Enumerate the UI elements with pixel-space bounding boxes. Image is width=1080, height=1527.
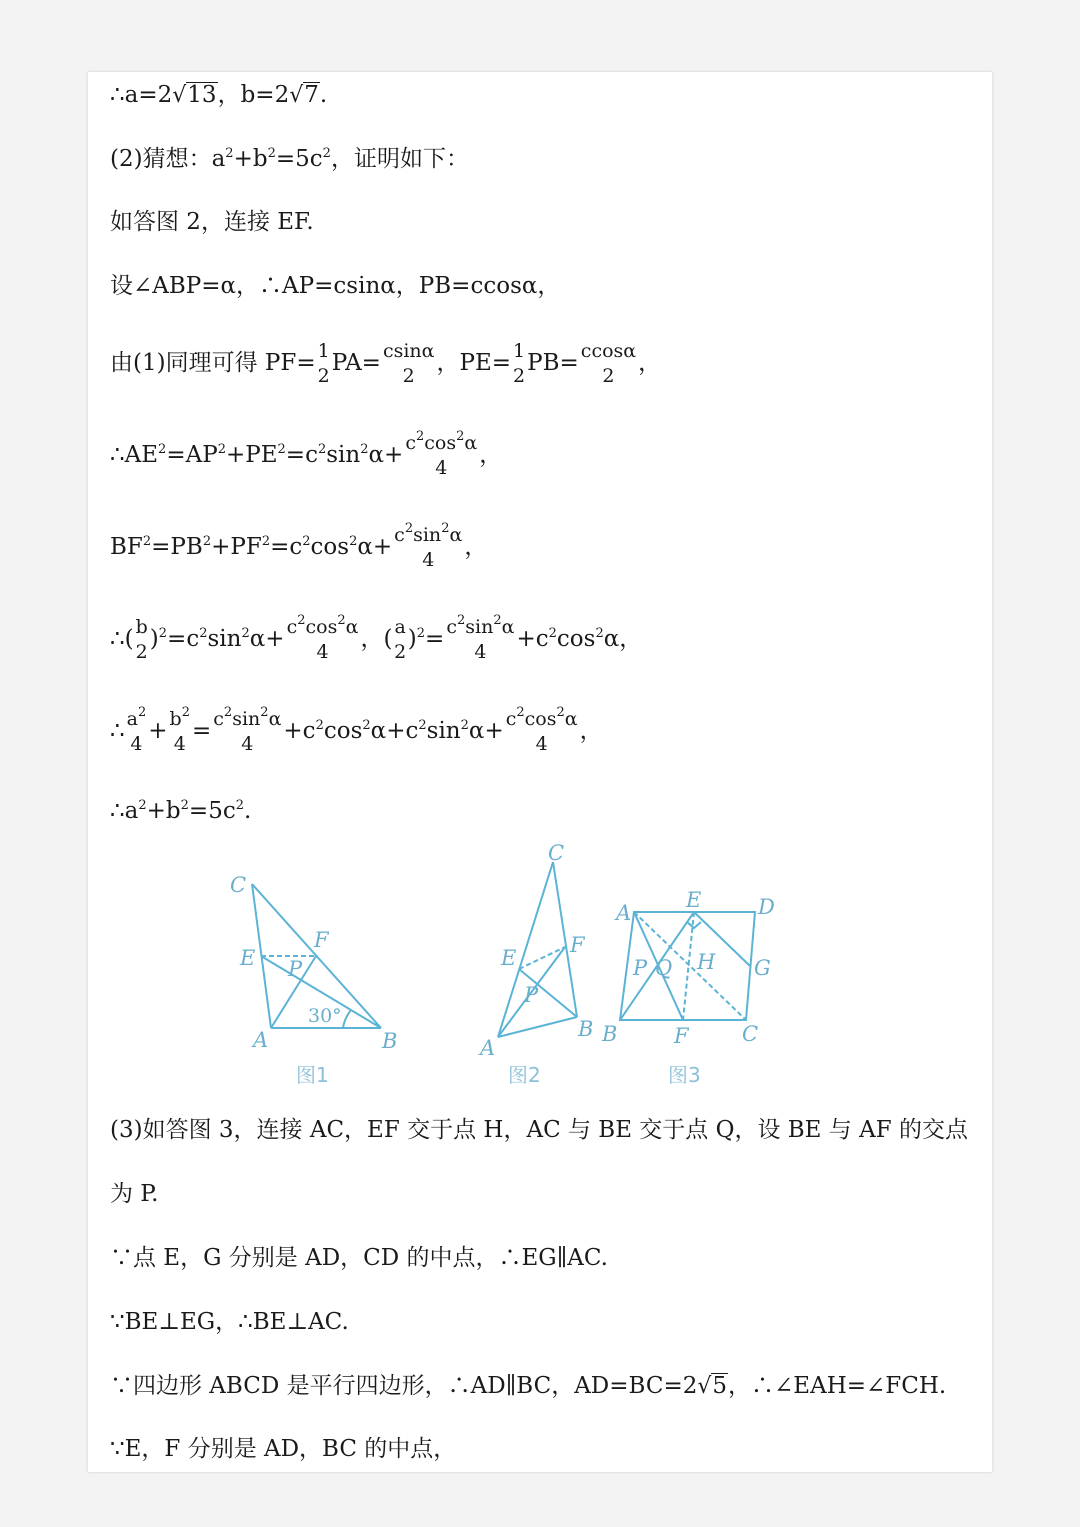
text: ，: [464, 534, 488, 560]
caption-fig2: 图2: [508, 1063, 541, 1087]
text: =5c: [188, 798, 236, 824]
text: α: [268, 708, 282, 730]
exponent: 2: [556, 705, 565, 720]
eq-line-1: [110, 80, 327, 111]
exponent: 2: [158, 626, 168, 641]
text: +c: [516, 626, 549, 652]
radicand: 13: [187, 82, 217, 108]
fraction: [393, 521, 463, 571]
text: c: [213, 708, 224, 730]
text: α+: [468, 718, 504, 744]
exponent: 2: [337, 613, 346, 628]
exponent: 2: [317, 442, 327, 457]
fraction: [445, 613, 515, 663]
caption-fig1: 图1: [296, 1063, 329, 1087]
label-E: E: [240, 946, 256, 970]
text: =5c: [275, 146, 323, 172]
right-angle-mark: [687, 922, 701, 928]
label-C: C: [742, 1022, 759, 1046]
text: +b: [233, 146, 268, 172]
text: =: [425, 626, 445, 652]
denominator: 4: [535, 733, 548, 755]
eq-line-15: [110, 1371, 946, 1402]
label-A: A: [616, 901, 632, 925]
text: =c: [285, 442, 318, 468]
fraction: [580, 342, 637, 386]
denominator: 2: [317, 365, 330, 387]
text: cos: [556, 626, 596, 652]
text: sin: [326, 442, 361, 468]
fraction: [212, 705, 282, 755]
text: =: [191, 718, 212, 744]
exponent: 2: [277, 442, 286, 457]
text: PB=: [527, 350, 579, 376]
numerator: [126, 705, 148, 732]
text: c: [405, 432, 416, 454]
denominator: 2: [602, 365, 615, 387]
label-D: D: [758, 895, 775, 919]
denominator: 4: [130, 733, 143, 755]
text: c: [394, 524, 405, 546]
label-B: B: [578, 1017, 594, 1041]
denominator: 2: [135, 641, 148, 663]
exponent: 2: [322, 146, 331, 161]
label-C: C: [230, 873, 247, 897]
denominator: 2: [402, 365, 415, 387]
denominator: 2: [394, 641, 407, 663]
eq-line-7: [110, 521, 488, 571]
eq-line-8: [110, 613, 643, 663]
text-line-11: (3)如答图 3，连接 AC，EF 交于点 H，AC 与 BE 交于点 Q，设 BE 与 AF 的交点: [110, 1117, 968, 1143]
label-P: P: [524, 983, 539, 1007]
fraction: [404, 429, 478, 479]
sqrt-sign: √: [697, 1374, 712, 1399]
sqrt-sign: √: [289, 83, 304, 108]
exponent: 2: [595, 626, 604, 641]
text: α: [449, 524, 463, 546]
text-line-14: ∵BE⊥EG，∴BE⊥AC.: [110, 1309, 349, 1335]
text: ，: [479, 442, 503, 468]
text: ): [149, 626, 159, 652]
denominator: 4: [173, 733, 186, 755]
eq-line-5: [110, 342, 661, 386]
exponent: 2: [217, 442, 226, 457]
exponent: 2: [418, 718, 427, 733]
text: a: [126, 708, 138, 730]
text-line-4: 设∠ABP=α，∴AP=csinα，PB=ccosα，: [110, 273, 561, 299]
exponent: 2: [225, 146, 234, 161]
numerator: [286, 613, 360, 640]
exponent: 2: [548, 626, 557, 641]
exponent: 2: [404, 521, 414, 536]
text: cos: [424, 432, 457, 454]
text: sin: [207, 626, 242, 652]
text: α+: [368, 442, 404, 468]
exponent: 2: [456, 613, 466, 628]
text: α: [464, 432, 478, 454]
numerator: ccosα: [580, 340, 637, 362]
text: .: [244, 798, 252, 824]
exponent: 2: [202, 534, 212, 549]
text: +PF: [211, 534, 262, 560]
text: ∴: [110, 718, 125, 744]
text: ): [407, 626, 417, 652]
text: =c: [167, 626, 200, 652]
label-A: A: [480, 1036, 496, 1060]
numerator: [212, 705, 282, 732]
text: =AP: [166, 442, 218, 468]
numerator: a: [394, 616, 406, 638]
fraction: [512, 342, 526, 386]
text: α，: [603, 626, 643, 652]
fraction: [126, 705, 148, 755]
text: α+c: [370, 718, 419, 744]
label-F: F: [674, 1024, 689, 1048]
text-line-3: 如答图 2，连接 EF.: [110, 209, 314, 235]
exponent: 2: [199, 626, 208, 641]
label-E: E: [686, 888, 702, 912]
label-P: P: [633, 956, 648, 980]
text: sin: [232, 708, 261, 730]
text: +PE: [225, 442, 278, 468]
text: α: [564, 708, 578, 730]
text: c: [446, 616, 457, 638]
numerator: [505, 705, 579, 732]
text-line-12: 为 P.: [110, 1181, 159, 1207]
label-F: F: [570, 933, 585, 957]
segment-AC: [634, 912, 746, 1020]
exponent: 2: [456, 429, 465, 444]
label-B: B: [382, 1029, 398, 1053]
text-line-13: ∵点 E，G 分别是 AD，CD 的中点，∴EG∥AC.: [110, 1245, 608, 1271]
text: ，(: [360, 626, 393, 652]
exponent: 2: [137, 705, 147, 720]
text: ，证明如下：: [330, 146, 469, 172]
label-Q: Q: [655, 956, 673, 980]
numerator: [445, 613, 515, 640]
exponent: 2: [181, 705, 190, 720]
document-page: [88, 72, 992, 1472]
exponent: 2: [260, 705, 269, 720]
eq-line-2: [110, 144, 469, 174]
text: cos: [323, 718, 363, 744]
eq-line-10: [110, 796, 251, 826]
exponent: 2: [241, 626, 250, 641]
exponent: 2: [362, 718, 371, 733]
exponent: 2: [158, 442, 167, 457]
exponent: 2: [360, 442, 369, 457]
numerator: [393, 521, 463, 548]
exponent: 2: [297, 613, 306, 628]
radicand: 5: [712, 1373, 728, 1399]
exponent: 2: [138, 798, 147, 813]
text: ，: [579, 718, 603, 744]
label-G: G: [754, 956, 771, 980]
text: ，PE=: [436, 350, 512, 376]
numerator: b: [135, 616, 148, 638]
radicand: 7: [304, 82, 319, 108]
text: ，∴∠EAH=∠FCH.: [728, 1373, 947, 1399]
text: sin: [413, 524, 442, 546]
exponent: 2: [302, 534, 311, 549]
figure-captions: [296, 1063, 701, 1087]
exponent: 2: [142, 534, 152, 549]
fraction: [382, 342, 436, 386]
exponent: 2: [493, 613, 502, 628]
text: .: [319, 82, 328, 108]
text: (2)猜想：a: [110, 146, 226, 172]
text: α+: [357, 534, 393, 560]
text: ∵四边形 ABCD 是平行四边形，∴AD∥BC，AD=BC=2: [110, 1373, 698, 1399]
denominator: 2: [513, 365, 526, 387]
figures-panel: [218, 841, 838, 1102]
text: α+: [249, 626, 285, 652]
denominator: 4: [241, 733, 254, 755]
label-B: B: [602, 1022, 618, 1046]
label-C: C: [548, 841, 565, 865]
text: b: [169, 708, 182, 730]
label-A: A: [253, 1028, 269, 1052]
fraction: [317, 342, 331, 386]
text: ∴a: [110, 798, 139, 824]
text: +: [148, 718, 168, 744]
exponent: 2: [315, 718, 324, 733]
fraction: [505, 705, 579, 755]
text: PA=: [331, 350, 381, 376]
text-line-16: ∵E，F 分别是 AD，BC 的中点，: [110, 1436, 457, 1462]
angle-arc: [343, 1010, 351, 1028]
text: ，b=2: [217, 82, 290, 108]
text: cos: [524, 708, 557, 730]
exponent: 2: [267, 146, 276, 161]
exponent: 2: [416, 626, 426, 641]
exponent: 2: [441, 521, 450, 536]
text: sin: [465, 616, 494, 638]
denominator: 4: [474, 641, 487, 663]
text: α: [345, 616, 359, 638]
numerator: [404, 429, 478, 456]
label-P: P: [288, 957, 303, 981]
text: =c: [270, 534, 303, 560]
denominator: 4: [422, 549, 435, 571]
exponent: 2: [235, 798, 244, 813]
fraction: [286, 613, 360, 663]
text: +b: [146, 798, 181, 824]
text: 由(1)同理可得 PF=: [110, 350, 316, 376]
text: BF: [110, 534, 143, 560]
text: sin: [426, 718, 461, 744]
text: ，: [638, 350, 662, 376]
denominator: 4: [435, 457, 448, 479]
exponent: 2: [516, 705, 525, 720]
label-angle: 30°: [308, 1005, 342, 1027]
text: c: [286, 616, 298, 638]
text: cos: [310, 534, 350, 560]
segment-EF: [683, 912, 694, 1020]
text: ∴(: [110, 626, 134, 652]
label-F: F: [314, 928, 329, 952]
text: α: [501, 616, 515, 638]
numerator: csinα: [382, 340, 435, 362]
fraction: [135, 618, 149, 662]
exponent: 2: [349, 534, 358, 549]
denominator: 4: [316, 641, 329, 663]
text: ∴AE: [110, 442, 159, 468]
exponent: 2: [180, 798, 189, 813]
exponent: 2: [460, 718, 469, 733]
eq-line-9: [110, 705, 603, 755]
exponent: 2: [415, 429, 425, 444]
exponent: 2: [223, 705, 233, 720]
eq-line-6: [110, 429, 503, 479]
label-H: H: [697, 950, 716, 974]
sqrt-sign: √: [172, 83, 187, 108]
numerator: [169, 705, 191, 732]
text: c: [505, 708, 517, 730]
text: cos: [305, 616, 338, 638]
numerator: 1: [513, 340, 526, 362]
exponent: 2: [261, 534, 271, 549]
text: ∴a=2: [110, 82, 173, 108]
fraction: [169, 705, 191, 755]
fraction: [393, 618, 406, 662]
numerator: 1: [317, 340, 330, 362]
caption-fig3: 图3: [668, 1063, 701, 1087]
label-E: E: [501, 946, 517, 970]
text: +c: [283, 718, 316, 744]
text: =PB: [151, 534, 203, 560]
